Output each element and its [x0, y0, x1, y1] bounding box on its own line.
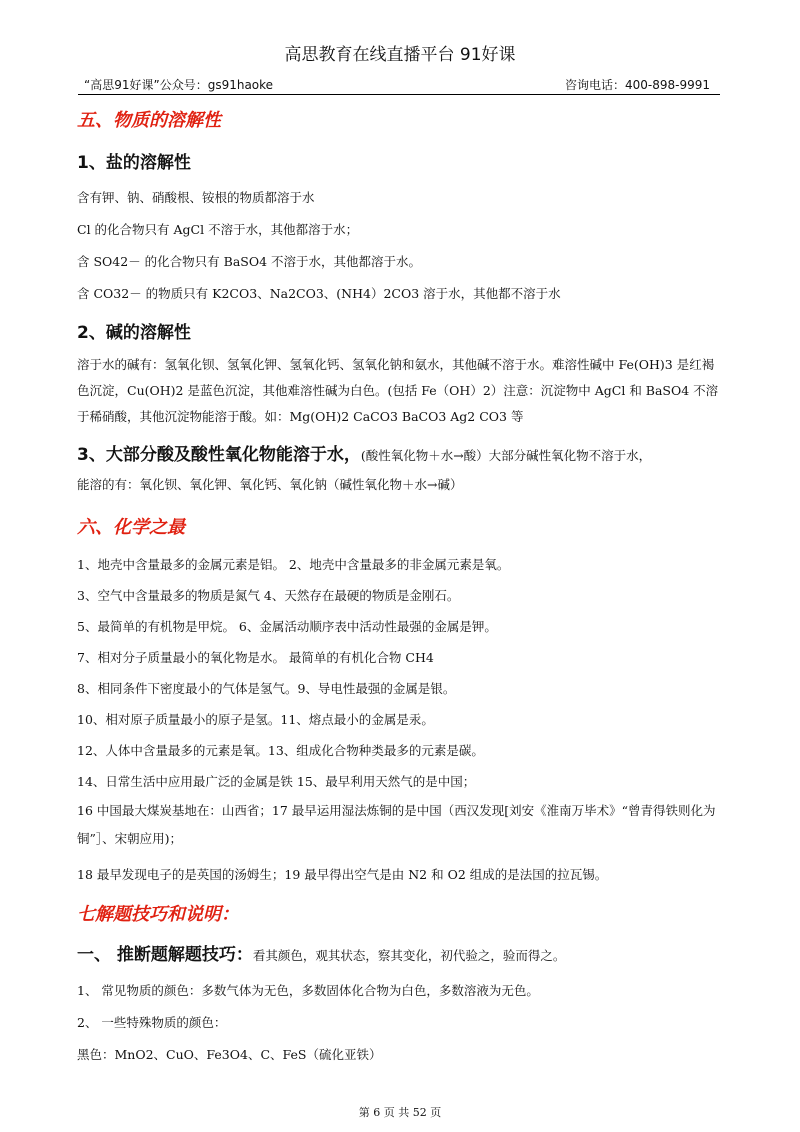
heading-base-solubility: 2、碱的溶解性	[77, 323, 191, 343]
acid-solubility-note: (酸性氧化物＋水→酸）大部分碱性氧化物不溶于水，	[360, 448, 652, 463]
heading-salt-solubility: 1、盐的溶解性	[77, 153, 191, 173]
soluble-oxides-line: 能溶的有：氧化钡、氧化钾、氧化钙、氧化钠（碱性氧化物＋水→碱）	[77, 477, 463, 492]
chem-fact-line: 5、最简单的有机物是甲烷。 6、金属活动顺序表中活动性最强的金属是钾。	[77, 619, 497, 634]
page-content	[77, 104, 723, 1071]
chem-fact-line: 7、相对分子质量最小的氧化物是水。 最简单的有机化合物 CH4	[77, 650, 434, 665]
header-phone: 咨询电话：400-898-9991	[564, 78, 710, 92]
chem-fact-line: 10、相对原子质量最小的原子是氢。11、熔点最小的金属是汞。	[77, 712, 434, 727]
chem-fact-line: 16 中国最大煤炭基地在：山西省；17 最早运用湿法炼铜的是中国（西汉发现[刘安《淮南万毕术》“曾青得铁则化为铜”］、宋朝应用)；	[77, 803, 716, 846]
chem-fact-line: 8、相同条件下密度最小的气体是氢气。9、导电性最强的金属是银。	[77, 681, 456, 696]
salt-line: 含 CO32－ 的物质只有 K2CO3、Na2CO3、(NH4）2CO3 溶于水，其他都不溶于水	[77, 286, 561, 301]
salt-line: Cl 的化合物只有 AgCl 不溶于水，其他都溶于水；	[77, 222, 359, 237]
chem-fact-line: 1、地壳中含量最多的金属元素是铝。 2、地壳中含量最多的非金属元素是氧。	[77, 557, 510, 572]
header-wechat: “高思91好课”公众号：gs91haoke	[84, 78, 274, 92]
inference-tips-text: 看其颜色，观其状态，察其变化，初代验之，验而得之。	[252, 948, 566, 963]
chem-fact-line: 12、人体中含量最多的元素是氧。13、组成化合物种类最多的元素是碳。	[77, 743, 484, 758]
chem-fact-line: 3、空气中含量最多的物质是氮气 4、天然存在最硬的物质是金刚石。	[77, 588, 460, 603]
heading-acid-solubility: 3、大部分酸及酸性氧化物能溶于水，	[77, 445, 361, 465]
chem-fact-line: 14、日常生活中应用最广泛的金属是铁 15、最早利用天然气的是中国；	[77, 774, 476, 789]
page-number: 第 6 页 共 52 页	[358, 1106, 442, 1119]
section-7-title: 七解题技巧和说明：	[77, 904, 239, 925]
section-6-title: 六、化学之最	[77, 517, 185, 538]
header-title: 高思教育在线直播平台 91好课	[284, 45, 516, 65]
tip-line: 黑色：MnO2、CuO、Fe3O4、C、FeS（硫化亚铁）	[77, 1047, 382, 1062]
salt-line: 含有钾、钠、硝酸根、铵根的物质都溶于水	[77, 190, 315, 205]
base-solubility-paragraph: 溶于水的碱有：氢氧化钡、氢氧化钾、氢氧化钙、氢氧化钠和氨水，其他碱不溶于水。难溶性碱中 Fe(OH)3 是红褐色沉淀，Cu(OH)2 是蓝色沉淀，其他难溶性碱为白色。(包括 Fe（OH）2）注意：沉淀物中 AgCl 和 BaSO4 不溶于稀硝酸，其他沉淀物能溶于酸。如：Mg(OH)2 CaCO3 BaCO3 Ag2 CO3 等	[77, 357, 719, 424]
chem-fact-line: 18 最早发现电子的是英国的汤姆生；19 最早得出空气是由 N2 和 O2 组成的是法国的拉瓦锡。	[77, 867, 608, 882]
header-rule	[78, 94, 720, 95]
tip-line: 2、 一些特殊物质的颜色：	[77, 1015, 227, 1030]
section-5-title: 五、物质的溶解性	[77, 110, 221, 131]
heading-inference-tips: 一、 推断题解题技巧：	[77, 945, 253, 965]
tip-line: 1、 常见物质的颜色：多数气体为无色，多数固体化合物为白色，多数溶液为无色。	[77, 983, 539, 998]
salt-line: 含 SO42－ 的化合物只有 BaSO4 不溶于水，其他都溶于水。	[77, 254, 422, 269]
